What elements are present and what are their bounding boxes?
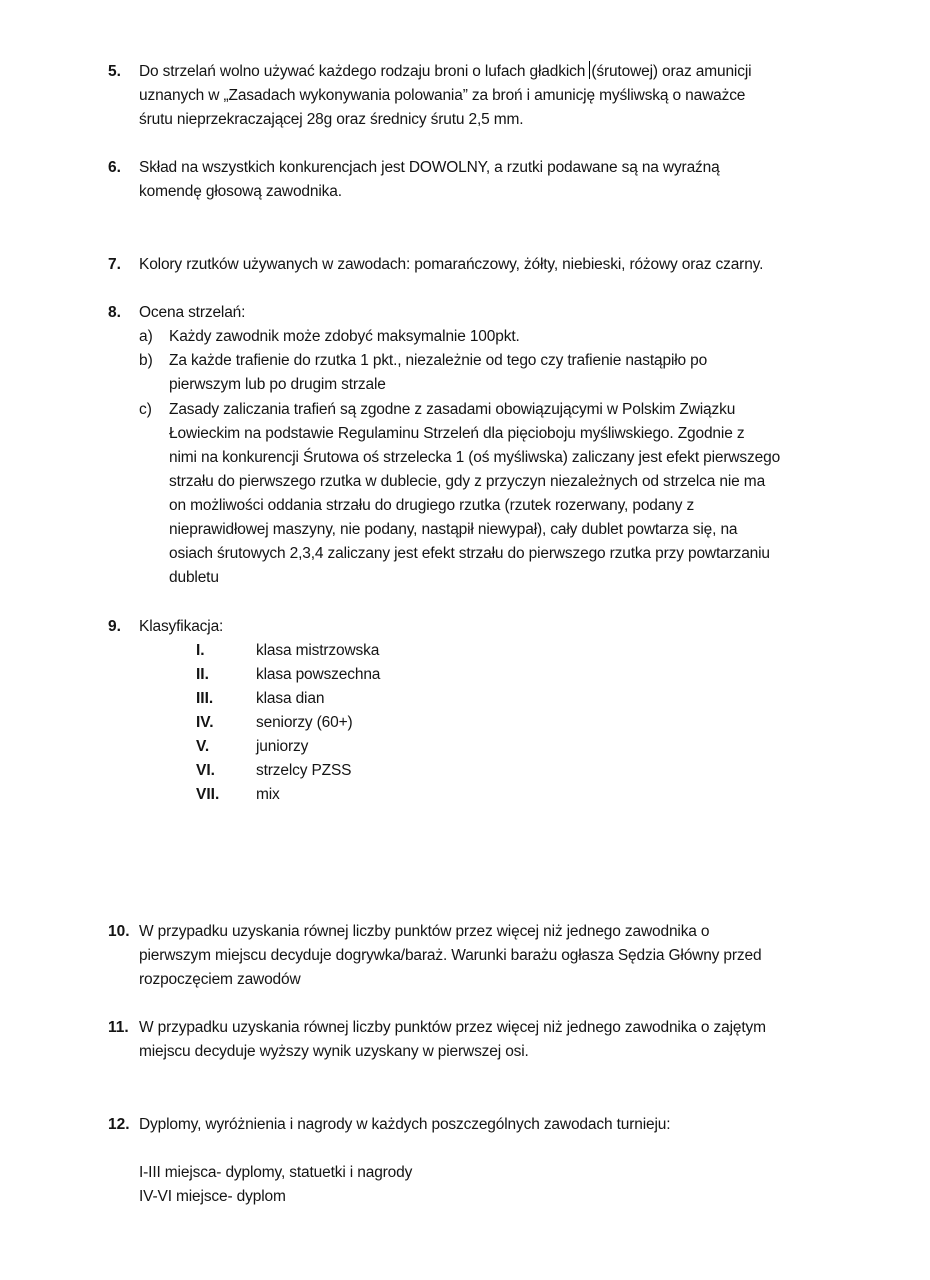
class-label: klasa powszechna xyxy=(256,666,381,683)
item-text-line: śrutu nieprzekraczającej 28g oraz średnicy śrutu 2,5 mm. xyxy=(139,111,524,128)
subitem-marker: c) xyxy=(139,401,152,418)
item-text-line: pierwszym miejscu decyduje dogrywka/baraż. Warunki barażu ogłasza Sędzia Główny przed xyxy=(139,947,762,964)
item-number: 8. xyxy=(108,304,121,321)
item-text-line: Ocena strzelań: xyxy=(139,304,246,321)
item-text-line: uznanych w „Zasadach wykonywania polowania” za broń i amunicję myśliwską o naważce xyxy=(139,87,746,104)
item-text-line: W przypadku uzyskania równej liczby punktów przez więcej niż jednego zawodnika o xyxy=(139,923,710,940)
item-number: 10. xyxy=(108,923,130,940)
subitem-text-line: Łowieckim na podstawie Regulaminu Strzeleń dla pięcioboju myśliwskiego. Zgodnie z xyxy=(169,425,745,442)
roman-numeral: V. xyxy=(196,738,210,755)
class-label: klasa dian xyxy=(256,690,325,707)
class-label: juniorzy xyxy=(256,738,309,755)
text-segment: Do strzelań wolno używać każdego rodzaju broni o lufach gładkich xyxy=(139,63,590,80)
item-text-line: Dyplomy, wyróżnienia i nagrody w każdych poszczególnych zawodach turnieju: xyxy=(139,1116,671,1133)
roman-numeral: VI. xyxy=(196,762,215,779)
item-text-line: Klasyfikacja: xyxy=(139,618,224,635)
class-label: klasa mistrzowska xyxy=(256,642,380,659)
subitem-text-line: Za każde trafienie do rzutka 1 pkt., niezależnie od tego czy trafienie nastąpiło po xyxy=(169,352,708,369)
item-text-line: Kolory rzutków używanych w zawodach: pomarańczowy, żółty, niebieski, różowy oraz czarny. xyxy=(139,256,764,273)
item-number: 5. xyxy=(108,63,121,80)
roman-numeral: I. xyxy=(196,642,205,659)
item-number: 7. xyxy=(108,256,121,273)
item-number: 11. xyxy=(108,1019,129,1036)
subitem-text-line: osiach śrutowych 2,3,4 zaliczany jest efekt strzału do pierwszego rzutka przy powtarzaniu xyxy=(169,545,770,562)
item-number: 12. xyxy=(108,1116,130,1133)
award-line: I-III miejsca- dyplomy, statuetki i nagrody xyxy=(139,1164,413,1181)
class-label: seniorzy (60+) xyxy=(256,714,353,731)
subitem-text-line: Każdy zawodnik może zdobyć maksymalnie 100pkt. xyxy=(169,328,520,345)
class-label: mix xyxy=(256,786,280,803)
text-segment: (śrutowej) oraz amunicji xyxy=(591,63,752,80)
roman-numeral: IV. xyxy=(196,714,214,731)
item-text-line xyxy=(139,60,751,84)
roman-numeral: VII. xyxy=(196,786,220,803)
item-number: 9. xyxy=(108,618,121,635)
item-number: 6. xyxy=(108,159,121,176)
award-line: IV-VI miejsce- dyplom xyxy=(139,1188,286,1205)
item-text-line: Skład na wszystkich konkurencjach jest DOWOLNY, a rzutki podawane są na wyraźną xyxy=(139,159,720,176)
subitem-text-line: strzału do pierwszego rzutka w dublecie, gdy z przyczyn niezależnych od strzelca nie ma xyxy=(169,473,766,490)
roman-numeral: III. xyxy=(196,690,214,707)
item-text-line: W przypadku uzyskania równej liczby punktów przez więcej niż jednego zawodnika o zajętym xyxy=(139,1019,766,1036)
item-text-line: miejscu decyduje wyższy wynik uzyskany w pierwszej osi. xyxy=(139,1043,529,1060)
item-text-line: rozpoczęciem zawodów xyxy=(139,971,301,988)
item-text-line: komendę głosową zawodnika. xyxy=(139,183,342,200)
subitem-text-line: nieprawidłowej maszyny, nie podany, nastąpił niewypał), cały dublet powtarza się, na xyxy=(169,521,738,538)
subitem-text-line: dubletu xyxy=(169,569,219,586)
subitem-text-line: Zasady zaliczania trafień są zgodne z zasadami obowiązującymi w Polskim Związku xyxy=(169,401,736,418)
roman-numeral: II. xyxy=(196,666,209,683)
subitem-text-line: pierwszym lub po drugim strzale xyxy=(169,376,386,393)
subitem-marker: b) xyxy=(139,352,153,369)
subitem-text-line: on możliwości oddania strzału do drugiego rzutka (rzutek rozerwany, podany z xyxy=(169,497,695,514)
class-label: strzelcy PZSS xyxy=(256,762,352,779)
subitem-marker: a) xyxy=(139,328,153,345)
subitem-text-line: nimi na konkurencji Śrutowa oś strzelecka 1 (oś myśliwska) zaliczany jest efekt pierwszego xyxy=(169,449,781,466)
